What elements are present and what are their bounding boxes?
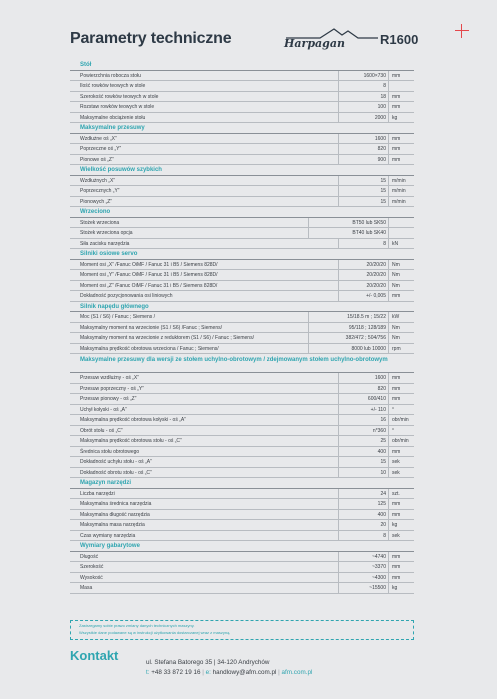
spec-label: Uchył kołyski - oś „A” xyxy=(80,406,127,413)
spec-label: Powierzchnia robocza stołu xyxy=(80,72,141,79)
spec-unit: mm xyxy=(392,93,401,100)
spec-label: Ilość rowków teowych w stole xyxy=(80,83,146,89)
spec-row xyxy=(70,323,414,334)
spec-row xyxy=(70,81,414,92)
spec-value: 15 xyxy=(338,197,389,208)
spec-value: 382/472 ; 504/756 xyxy=(308,333,389,344)
spec-label: Maksymalna prędkość obrotowa kołyski - oś „A” xyxy=(80,417,186,423)
spec-row xyxy=(70,520,414,531)
spec-value: 1600 xyxy=(338,373,389,384)
spec-label: Długość xyxy=(80,553,99,560)
spec-value: ~3370 xyxy=(338,562,389,573)
spec-row xyxy=(70,583,414,594)
spec-row xyxy=(70,291,414,302)
spec-label: Obrót stołu - oś „C” xyxy=(80,427,123,434)
spec-row xyxy=(70,499,414,510)
spec-label: Siła zacisku narzędzia xyxy=(80,240,130,247)
spec-unit: kN xyxy=(392,240,399,247)
spec-value: 2000 xyxy=(338,113,389,124)
spec-value: 20/20/20 xyxy=(338,270,389,281)
spec-row xyxy=(70,218,414,229)
spec-value: 24 xyxy=(338,489,389,500)
spec-value: ~4300 xyxy=(338,573,389,584)
spec-value: 100 xyxy=(338,102,389,113)
separator: | xyxy=(278,669,280,676)
spec-unit: kg xyxy=(392,585,398,591)
spec-label: Maksymalny moment na wrzecionie z reduktorem (S1 / S6) / Fanuc ; Siemens/ xyxy=(80,335,254,341)
spec-unit: m/min xyxy=(392,188,406,194)
spec-unit: m/min xyxy=(392,198,406,205)
spec-unit: m/min xyxy=(392,177,406,184)
spec-value: 400 xyxy=(338,447,389,458)
spec-row xyxy=(70,71,414,82)
spec-row xyxy=(70,186,414,197)
spec-table xyxy=(70,60,414,594)
contact-address: ul. Stefana Batorego 35 | 34-120 Andrychów xyxy=(146,659,270,666)
section-title: Stół xyxy=(70,60,414,71)
brand-name: Harpagan xyxy=(284,37,345,50)
section-title: Wrzeciono xyxy=(70,207,414,218)
spec-row xyxy=(70,155,414,166)
website-link[interactable]: afm.com.pl xyxy=(281,669,313,676)
section-title: Maksymalne przesuwy dla wersji ze stołem uchylno-obrotowym / zdejmowanym stołem uchylno-obrotowym xyxy=(70,354,414,373)
spec-unit: obr/min xyxy=(392,417,409,423)
spec-value: 1600×730 xyxy=(338,71,389,82)
spec-value: 8 xyxy=(338,81,389,92)
spec-label: Szerokość rowków teowych w stole xyxy=(80,93,159,100)
spec-unit: Nm xyxy=(392,261,400,268)
spec-value: BT50 lub SK50 xyxy=(308,218,389,229)
spec-label: Moc (S1 / S6) / Fanuc ; Siemens / xyxy=(80,314,156,320)
spec-unit: mm xyxy=(392,574,401,581)
spec-row xyxy=(70,510,414,521)
spec-unit: mm xyxy=(392,501,401,507)
spec-unit: mm xyxy=(392,146,401,152)
spec-row xyxy=(70,176,414,187)
spec-unit: ° xyxy=(392,427,394,434)
spec-label: Maksymalna masa narzędzia xyxy=(80,522,145,528)
spec-unit: mm xyxy=(392,564,401,570)
spec-label: Maksymalna średnica narzędzia xyxy=(80,501,152,507)
page-title: Parametry techniczne xyxy=(70,30,232,47)
spec-row xyxy=(70,270,414,281)
spec-label: Przesuw poprzeczny - oś „Y” xyxy=(80,385,144,392)
spec-label: Stożek wrzeciona opcja xyxy=(80,230,133,236)
spec-label: Czas wymiany narzędzia xyxy=(80,532,136,539)
phone-number[interactable]: +48 33 872 19 16 xyxy=(151,669,201,676)
spec-unit: mm xyxy=(392,396,401,402)
separator: | xyxy=(202,669,204,676)
spec-unit: sek xyxy=(392,469,400,476)
section-title: Silnik napędu głównego xyxy=(70,302,414,313)
spec-value: 8 xyxy=(338,239,389,250)
spec-unit: mm xyxy=(392,156,401,163)
spec-value: 95/118 ; 128/189 xyxy=(308,323,389,334)
spec-unit: ° xyxy=(392,406,394,413)
spec-value: 15 xyxy=(338,457,389,468)
contact-details xyxy=(146,669,312,676)
disclaimer-line-2: Wszystkie dane podawane są w instrukcji użytkowania dostarczanej wraz z maszyną. xyxy=(79,629,231,635)
plus-icon xyxy=(455,24,469,38)
spec-value: 820 xyxy=(338,144,389,155)
spec-unit: Nm xyxy=(392,324,400,331)
spec-row xyxy=(70,415,414,426)
spec-label: Maksymalna prędkość obrotowa wrzeciona / Fanuc ; Siemens/ xyxy=(80,345,219,352)
spec-unit: mm xyxy=(392,511,401,518)
spec-value: +/- 0,005 xyxy=(338,291,389,302)
spec-value: 20/20/20 xyxy=(338,260,389,271)
spec-unit: Nm xyxy=(392,335,400,341)
spec-label: Dokładność uchyłu stołu - oś „A” xyxy=(80,459,152,465)
spec-unit: mm xyxy=(392,375,401,381)
spec-value: 20/20/20 xyxy=(338,281,389,292)
spec-unit: obr/min xyxy=(392,438,409,444)
spec-label: Przesuw pionowy - oś „Z” xyxy=(80,396,137,402)
spec-row xyxy=(70,113,414,124)
spec-unit: kg xyxy=(392,114,398,121)
spec-row xyxy=(70,468,414,479)
spec-value: 15 xyxy=(338,186,389,197)
spec-row xyxy=(70,344,414,355)
spec-value: 25 xyxy=(338,436,389,447)
spec-label: Liczba narzędzi xyxy=(80,490,115,497)
spec-label: Średnica stołu obrotowego xyxy=(80,448,140,455)
spec-unit: szt. xyxy=(392,490,400,497)
spec-row xyxy=(70,447,414,458)
spec-row xyxy=(70,405,414,416)
spec-label: Maksymalna prędkość obrotowa stołu - oś „C” xyxy=(80,438,182,444)
spec-row xyxy=(70,552,414,563)
spec-value: 10 xyxy=(338,468,389,479)
phone-label: t: xyxy=(146,669,150,676)
spec-row xyxy=(70,373,414,384)
spec-label: Wzdłużne oś „X” xyxy=(80,135,117,142)
section-title: Magazyn narzędzi xyxy=(70,478,414,489)
spec-unit: mm xyxy=(392,104,401,110)
spec-label: Dokładność pozycjonowania osi liniowych xyxy=(80,293,173,299)
spec-row xyxy=(70,312,414,323)
spec-row xyxy=(70,457,414,468)
spec-label: Pionowych „Z” xyxy=(80,198,112,205)
spec-value: 16 xyxy=(338,415,389,426)
spec-label: Maksymalne obciążenie stołu xyxy=(80,114,146,121)
spec-value: +/- 110 xyxy=(338,405,389,416)
spec-unit: sek xyxy=(392,532,400,539)
model-name: R1600 xyxy=(380,32,419,47)
spec-unit: sek xyxy=(392,459,400,465)
spec-unit: mm xyxy=(392,553,401,560)
spec-value: 400 xyxy=(338,510,389,521)
spec-row xyxy=(70,489,414,500)
email-link[interactable]: handlowy@afm.com.pl xyxy=(212,669,277,676)
spec-unit: rpm xyxy=(392,345,401,352)
section-title: Wielkość posuwów szybkich xyxy=(70,165,414,176)
spec-row xyxy=(70,394,414,405)
spec-unit: mm xyxy=(392,72,401,79)
disclaimer-box xyxy=(70,620,414,640)
spec-label: Poprzecznych „Y” xyxy=(80,188,120,194)
spec-label: Moment osi „Y” /Fanuc OiMF / Fanuc 31 i B5 / Siemens 828D/ xyxy=(80,272,218,278)
spec-label: Pionowe oś „Z” xyxy=(80,156,114,163)
spec-row xyxy=(70,333,414,344)
spec-label: Wysokość xyxy=(80,574,103,581)
spec-row xyxy=(70,260,414,271)
spec-row xyxy=(70,102,414,113)
spec-row xyxy=(70,92,414,103)
spec-row xyxy=(70,573,414,584)
spec-label: Poprzeczne oś „Y” xyxy=(80,146,122,152)
email-label: e: xyxy=(205,669,211,676)
spec-value: 900 xyxy=(338,155,389,166)
section-title: Maksymalne przesuwy xyxy=(70,123,414,134)
spec-value: n*360 xyxy=(338,426,389,437)
spec-row xyxy=(70,562,414,573)
spec-unit: Nm xyxy=(392,272,400,278)
spec-row xyxy=(70,144,414,155)
spec-label: Maksymalny moment na wrzecionie (S1 / S6) /Fanuc ; Siemens/ xyxy=(80,324,222,331)
harpagan-logo xyxy=(282,27,382,53)
spec-value: ~15500 xyxy=(338,583,389,594)
spec-label: Masa xyxy=(80,585,93,591)
spec-unit: mm xyxy=(392,385,401,392)
spec-value: 820 xyxy=(338,384,389,395)
spec-row xyxy=(70,436,414,447)
spec-value: 15/18.5 m ; 15/22 xyxy=(308,312,389,323)
spec-row xyxy=(70,384,414,395)
spec-label: Moment osi „X” /Fanuc OiMF / Fanuc 31 i B5 / Siemens 828D/ xyxy=(80,261,218,268)
spec-label: Stożek wrzeciona xyxy=(80,219,120,226)
spec-label: Dokładność obrotu stołu - oś „C” xyxy=(80,469,152,476)
spec-label: Moment osi „Z” /Fanuc OiMF / Fanuc 31 i B5 / Siemens 828D/ xyxy=(80,282,218,289)
spec-row xyxy=(70,531,414,542)
spec-row xyxy=(70,228,414,239)
spec-value: 8000 lub 10000 xyxy=(308,344,389,355)
spec-label: Szerokość xyxy=(80,564,104,570)
spec-value: 1600 xyxy=(338,134,389,145)
spec-label: Wzdłużnych „X” xyxy=(80,177,116,184)
spec-unit: kW xyxy=(392,314,400,320)
spec-unit: mm xyxy=(392,293,401,299)
spec-value: 20 xyxy=(338,520,389,531)
spec-unit: mm xyxy=(392,448,401,455)
spec-value: 15 xyxy=(338,176,389,187)
spec-label: Rozstaw rowków teowych w stole xyxy=(80,104,155,110)
disclaimer-line-1: Zastrzegamy sobie prawo zmiany danych technicznych maszyny. xyxy=(79,623,195,628)
spec-unit: Nm xyxy=(392,282,400,289)
spec-value: ~4740 xyxy=(338,552,389,563)
spec-row xyxy=(70,281,414,292)
section-title: Silniki osiowe servo xyxy=(70,249,414,260)
spec-value: 18 xyxy=(338,92,389,103)
spec-row xyxy=(70,426,414,437)
spec-unit: mm xyxy=(392,135,401,142)
section-title: Wymiary gabarytowe xyxy=(70,541,414,552)
spec-label: Przesuw wzdłużny - oś „X” xyxy=(80,375,139,381)
spec-value: 600/410 xyxy=(338,394,389,405)
spec-row xyxy=(70,239,414,250)
spec-value: BT40 lub SK40 xyxy=(308,228,389,239)
spec-unit: kg xyxy=(392,522,398,528)
spec-row xyxy=(70,197,414,208)
spec-row xyxy=(70,134,414,145)
spec-value: 125 xyxy=(338,499,389,510)
spec-value: 8 xyxy=(338,531,389,542)
contact-title: Kontakt xyxy=(70,648,119,663)
spec-label: Maksymalna długość narzędzia xyxy=(80,511,150,518)
